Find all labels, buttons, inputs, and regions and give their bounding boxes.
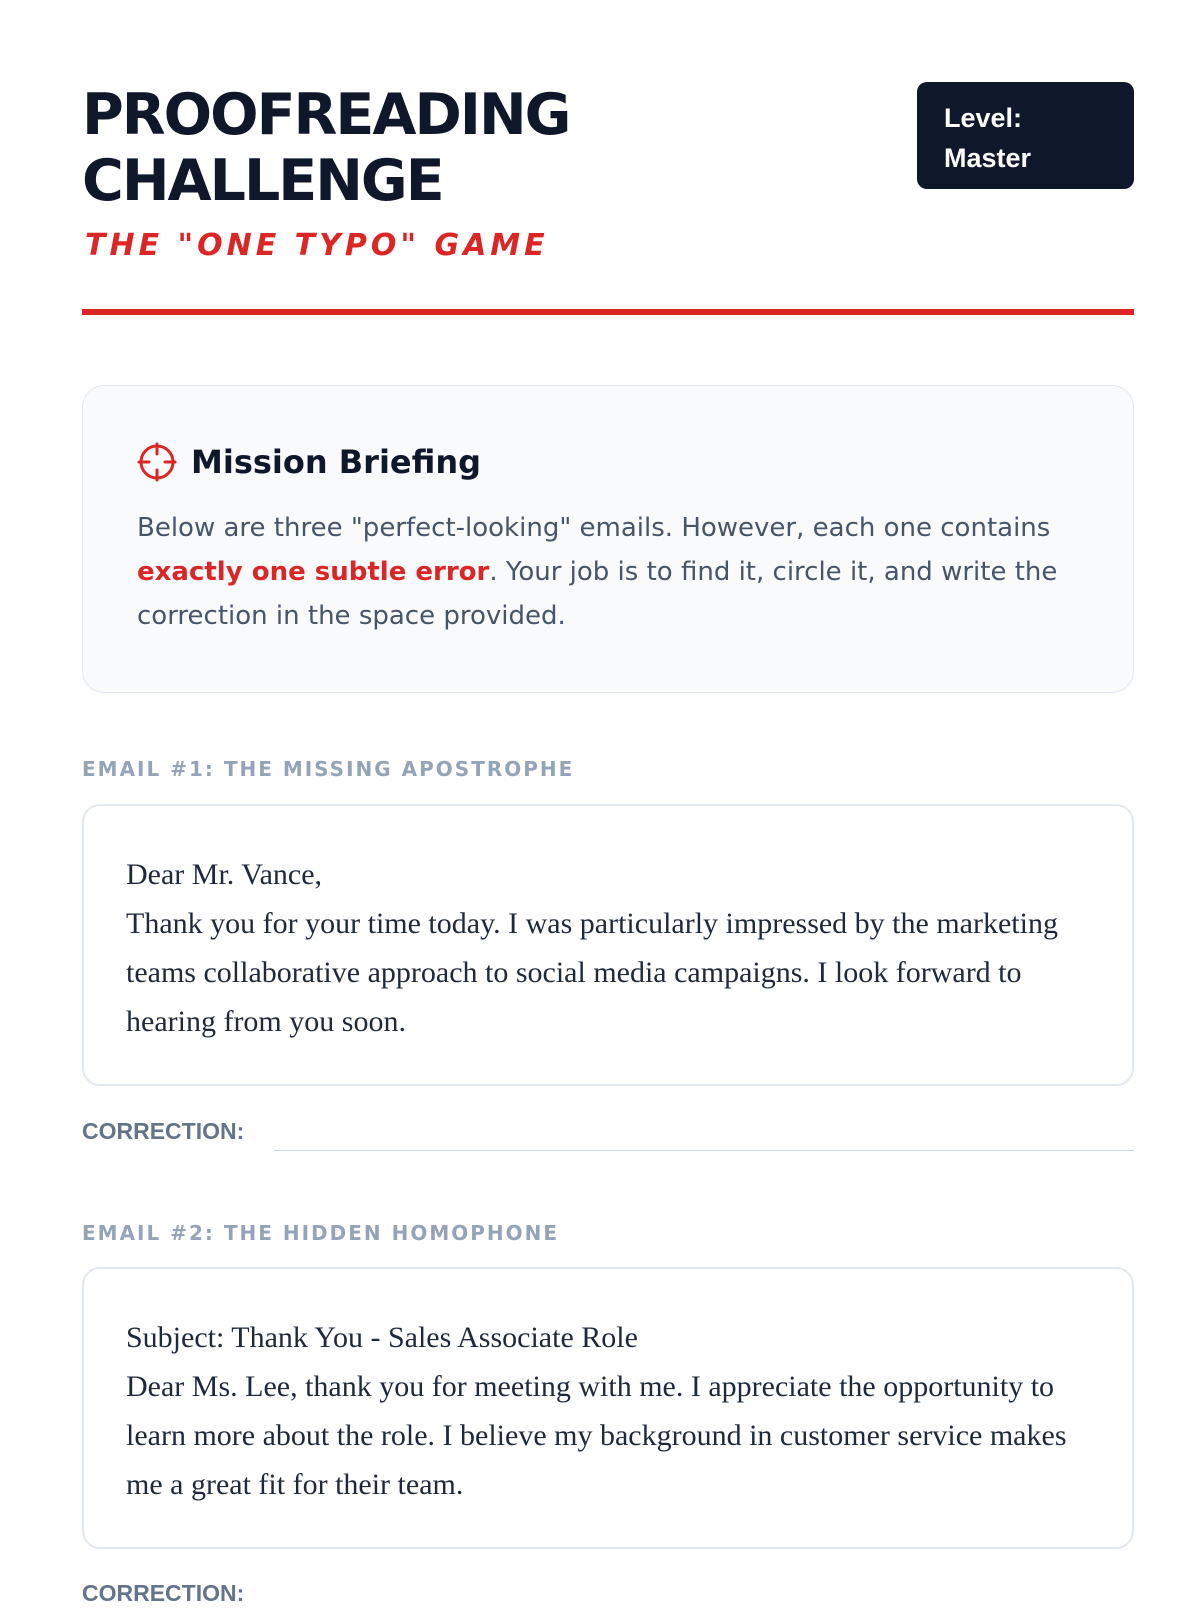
briefing-header <box>137 442 1079 482</box>
crosshair-icon <box>137 442 177 482</box>
email-1-card <box>82 804 1134 1086</box>
briefing-title: Mission Briefing <box>191 443 482 481</box>
page-title <box>82 82 569 214</box>
mission-briefing-card <box>82 385 1134 693</box>
email-2-body: Dear Ms. Lee, thank you for meeting with me. I appreciate the opportunity to learn more about the role. I believe my background in customer service makes me a great fit for their team. <box>126 1370 1067 1501</box>
briefing-text-start: Below are three "perfect-looking" emails. However, each one contains <box>137 513 1051 543</box>
correction-answer-line[interactable] <box>274 1150 1134 1151</box>
worksheet-page <box>82 0 1134 1606</box>
correction-label: CORRECTION: <box>82 1580 245 1606</box>
correction-label: CORRECTION: <box>82 1118 245 1144</box>
briefing-text-end: . Your job is to find it, circle it, and write the correction in the space provided. <box>137 557 1058 631</box>
title-line-1: PROOFREADING <box>82 82 570 148</box>
email-1-body: Thank you for your time today. I was particularly impressed by the marketing teams collaborative approach to social media campaigns. I look forward to hearing from you soon. <box>126 907 1058 1038</box>
email-1-label: EMAIL #1: THE MISSING APOSTROPHE <box>82 757 575 781</box>
level-badge <box>917 82 1134 189</box>
email-2-correction <box>82 1580 1134 1620</box>
header-divider <box>82 309 1134 315</box>
header <box>82 0 1134 318</box>
email-2-card <box>82 1267 1134 1549</box>
level-value: Master <box>944 143 1032 173</box>
page-subtitle: THE "ONE TYPO" GAME <box>85 228 549 263</box>
level-label: Level: <box>944 103 1023 133</box>
email-1-line-1: Dear Mr. Vance, <box>126 858 323 891</box>
email-2-line-1: Subject: Thank You - Sales Associate Role <box>126 1321 638 1354</box>
briefing-text <box>137 506 1079 638</box>
title-line-2: CHALLENGE <box>82 148 443 214</box>
briefing-highlight: exactly one subtle error <box>137 557 490 587</box>
email-1-correction <box>82 1118 1134 1158</box>
email-2-label: EMAIL #2: THE HIDDEN HOMOPHONE <box>82 1221 560 1245</box>
